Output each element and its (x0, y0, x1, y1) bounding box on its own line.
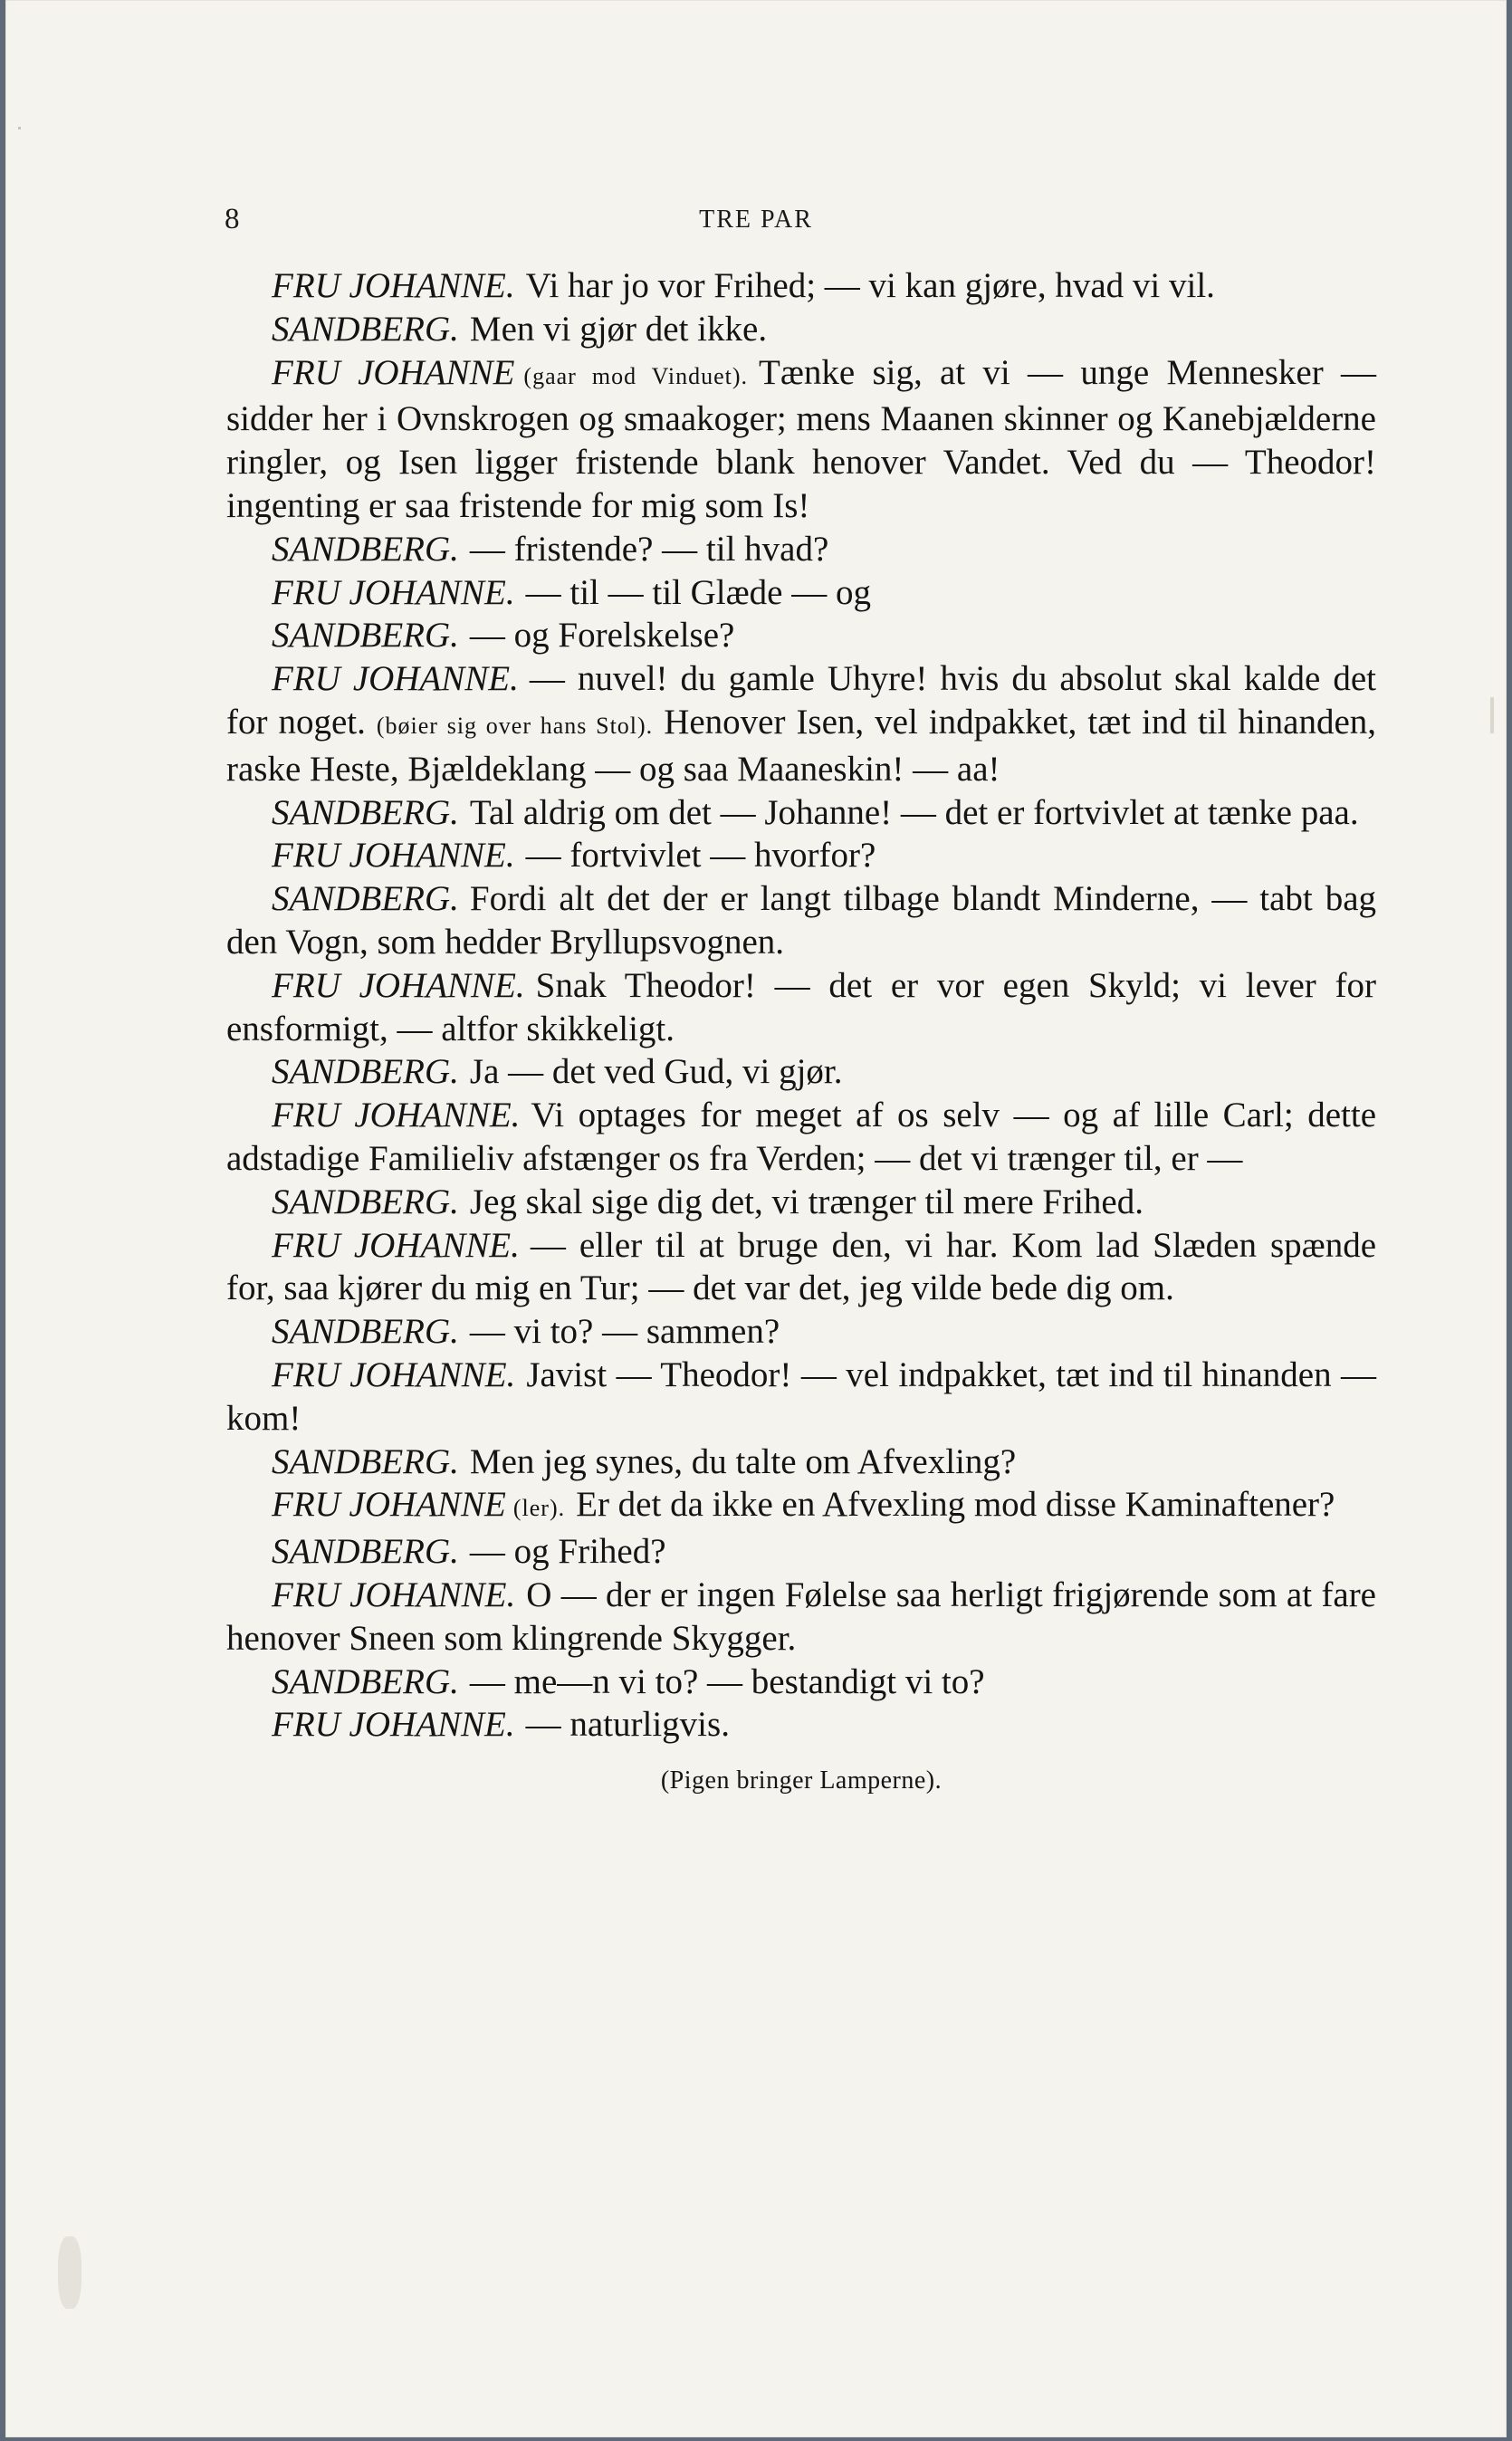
speech-line (226, 614, 1376, 657)
speaker-name: SANDBERG. (272, 309, 459, 349)
speaker-name: FRU JOHANNE. (272, 965, 525, 1005)
speech-text: Jeg skal sige dig det, vi trænger til mere Frihed. (469, 1182, 1144, 1221)
speech-line (226, 1661, 1376, 1704)
speech-text: Tænke sig, at vi — unge Mennesker — sidder her i Ovnskrogen og smaakoger; mens Maanen skinner og Kanebjælderne ringler, og Isen ligger fristende blank henover Vandet. Ved du — Theodor! ingenting er saa fristende for mig som Is! (226, 352, 1376, 525)
speech-text: Snak Theodor! — det er vor egen Skyld; vi lever for ensformigt, — altfor skikkeligt. (226, 965, 1376, 1048)
speaker-name: FRU JOHANNE. (272, 1705, 515, 1745)
speech-text: — me—n vi to? — bestandigt vi to? (469, 1661, 985, 1701)
speech-text: — fristende? — til hvad? (469, 529, 829, 569)
speech-text: Vi optages for meget af os selv — og af lille Carl; dette adstadige Familieliv afstænger os fra Verden; — det vi trænger til, er — (226, 1096, 1377, 1178)
speech-text: — til — til Glæde — og (525, 572, 871, 612)
page-number: 8 (225, 203, 240, 235)
speech-line (226, 1181, 1376, 1224)
speech-text: Fordi alt det der er langt tilbage blandt Minderne, — tabt bag den Vogn, som hedder Bryllupsvognen. (226, 879, 1376, 962)
speaker-name: FRU JOHANNE (272, 352, 515, 392)
speech-line (226, 657, 1376, 790)
speech-text: Tal aldrig om det — Johanne! — det er fortvivlet at tænke paa. (469, 792, 1359, 832)
speech-line (226, 571, 1376, 615)
speaker-name: FRU JOHANNE. (272, 1096, 521, 1135)
speaker-name: SANDBERG. (272, 1182, 459, 1221)
speech-line (226, 308, 1376, 351)
speech-text: Men vi gjør det ikke. (469, 309, 768, 349)
speech-text: — eller til at bruge den, vi har. Kom lad Slæden spænde for, saa kjører du mig en Tur; — det var det, jeg vilde bede dig om. (226, 1225, 1377, 1308)
speech-line (226, 964, 1376, 1051)
speech-line (226, 1530, 1376, 1574)
speaker-name: FRU JOHANNE. (272, 572, 515, 612)
speaker-name: SANDBERG. (272, 529, 459, 569)
speech-text: Er det da ikke en Afvexling mod disse Kaminaftener? (576, 1485, 1335, 1525)
speaker-name: FRU JOHANNE. (272, 1575, 516, 1614)
speech-line (226, 1574, 1376, 1661)
speech-line (226, 791, 1376, 835)
speech-text: O — der er ingen Følelse saa herligt frigjørende som at fare henover Sneen som klingrende Skygger. (226, 1575, 1376, 1658)
speaker-name: SANDBERG. (272, 792, 459, 832)
speech-line (226, 1050, 1376, 1094)
speech-text: — og Frihed? (469, 1532, 666, 1572)
speech-line (226, 1224, 1376, 1311)
paper-speck (18, 127, 21, 129)
speech-text: Henover Isen, vel indpakket, tæt ind til hinanden, raske Heste, Bjældeklang — og saa Maaneskin! — aa! (226, 702, 1377, 789)
speech-line (226, 1310, 1376, 1354)
stage-direction: (gaar mod Vinduet). (523, 362, 749, 389)
book-page (5, 0, 1507, 2437)
speech-text: Men jeg synes, du talte om Afvexling? (469, 1441, 1017, 1481)
speaker-name: FRU JOHANNE. (272, 1225, 520, 1265)
speech-line (226, 1483, 1376, 1530)
speech-line (226, 1441, 1376, 1484)
speaker-name: SANDBERG. (272, 1052, 459, 1092)
speech-line (226, 1094, 1376, 1181)
speech-text: Javist — Theodor! — vel indpakket, tæt ind til hinanden — kom! (226, 1355, 1377, 1438)
speech-text: — naturligvis. (525, 1705, 730, 1745)
speaker-name: SANDBERG. (272, 879, 459, 919)
speaker-name: FRU JOHANNE. (272, 659, 519, 699)
speaker-name: SANDBERG. (272, 616, 459, 656)
speech-text: Vi har jo vor Frihed; — vi kan gjøre, hvad vi vil. (525, 266, 1215, 305)
speech-text: — nuvel! du gamle Uhyre! hvis du absolut skal kalde det for noget. (226, 659, 1377, 742)
stage-direction: (ler). (512, 1495, 566, 1522)
paper-speck (1490, 697, 1494, 733)
speaker-name: SANDBERG. (272, 1532, 459, 1572)
speaker-name: SANDBERG. (272, 1441, 459, 1481)
speaker-name: SANDBERG. (272, 1312, 459, 1352)
speech-line (226, 1703, 1376, 1747)
speech-line (226, 528, 1376, 571)
dialogue-text (226, 264, 1376, 1803)
speech-text: — og Forelskelse? (469, 616, 735, 656)
speech-line (226, 264, 1376, 308)
speaker-name: FRU JOHANNE (272, 1485, 506, 1525)
paper-stain (58, 2236, 81, 2309)
stage-direction: (bøier sig over hans Stol). (376, 712, 654, 739)
speaker-name: FRU JOHANNE. (272, 266, 515, 305)
running-title: TRE PAR (699, 206, 813, 234)
closing-stage-direction: (Pigen bringer Lamperne). (660, 1766, 943, 1795)
speech-text: Ja — det ved Gud, vi gjør. (469, 1052, 843, 1092)
speaker-name: FRU JOHANNE. (272, 836, 515, 876)
speech-line (226, 351, 1376, 528)
speaker-name: FRU JOHANNE. (272, 1355, 516, 1394)
speech-text: — vi to? — sammen? (469, 1312, 780, 1352)
speech-text: — fortvivlet — hvorfor? (525, 836, 876, 876)
speaker-name: SANDBERG. (272, 1661, 459, 1701)
speech-line (226, 877, 1376, 964)
speech-line (226, 1354, 1376, 1441)
speech-line (226, 834, 1376, 877)
